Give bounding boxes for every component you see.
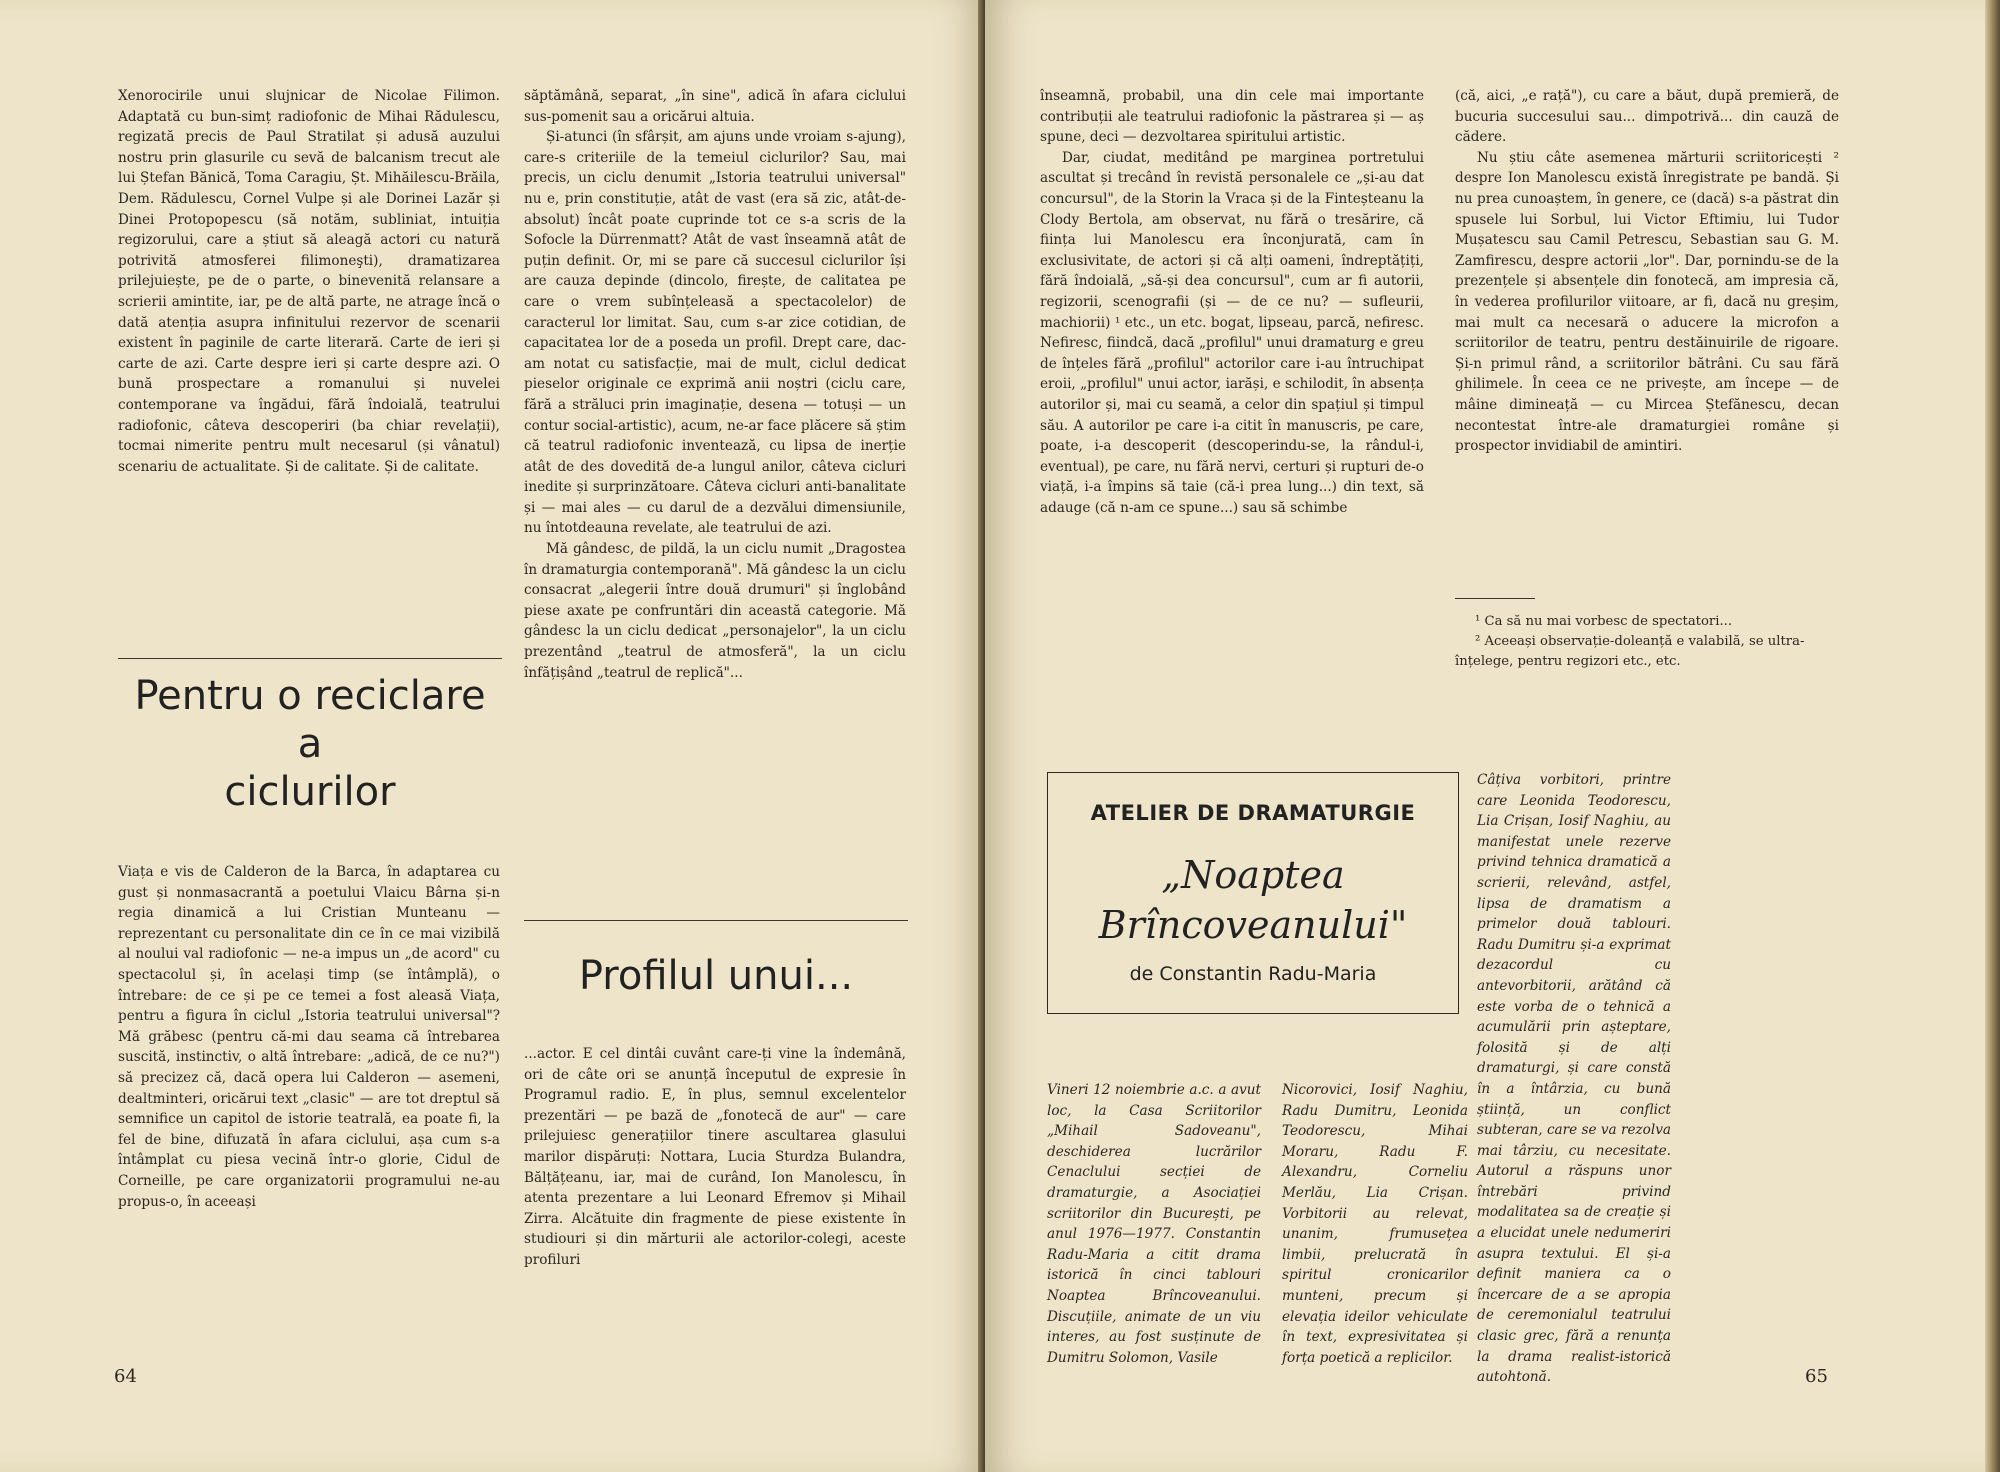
paragraph: Și-atunci (în sfârșit, am ajuns unde vroiam s-ajung), care-s criteriile de la temeiul ciclurilor? Sau, mai precis, un ciclu denumit „Istoria teatrului universal" nu e, prin constituție, atât de vast (era să zic, atât-de-absolut) încât poate cuprinde tot ce s-a scris de la Sofocle la Dürrenmatt? Atât de vast înseamnă atât de puțin definit. Or, mi se pare că succesul ciclurilor își are cauza depinde (dincolo, firește, de calitatea pe care o vrem subînțeleasă a spectacolelor) de caracterul lor limitat. Sau, cum s-ar zice cotidian, de capacitatea lor de a poseda un profil. Drept care, dac-am notat cu satisfacție, mai de mult, ciclul dedicat pieselor originale ce exprimă anii noștri (ciclu care, fără a străluci prin imaginație, desena — totuși — un contur social-artistic), acum, ne-ar face plăcere să știm că teatrul radiofonic inventează, cu lipsa de inerție atât de des dovedită de-a lungul anilor, câteva cicluri inedite și surprinzătoare. Câteva cicluri anti-banalitate și — mai ales — cu darul de a dezvălui dimensiunile, nu întotdeauna revelate, ale teatrului de azi. [524, 129, 906, 537]
left-col2-bottom [524, 1044, 906, 1271]
section-divider [524, 920, 908, 921]
footnotes [1455, 612, 1839, 672]
right-col2 [1455, 86, 1839, 457]
paragraph: Nu știu câte asemenea mărturii scriitoricești ² despre Ion Manolescu există înregistrate pe bandă. Și nu prea cunoaștem, în genere, ce (dacă) s-a păstrat din spusele lui Sorbul, lui Victor Eftimiu, lui Tudor Mușatescu sau Camil Petrescu, Sebastian sau G. M. Zamfirescu, despre actorii „lor". Dar, pornindu-se de la prezențele și absențele din fonotecă, am impresia că, în vederea profilurilor viitoare, ar fi, dacă nu greșim, mai mult ca necesară o aducere la microfon a scriitorilor de teatru, pentru destăinuirile de rigoare. Și-n primul rând, a scriitorilor bătrâni. Cu sau fără ghilimele. În ceea ce ne privește, am începe — de mâine dimineață — cu Mircea Ștefănescu, decan necontestat între-ale dramaturgiei române și prospector invidiabil de amintiri. [1455, 149, 1839, 455]
play-author: de Constantin Radu-Maria [1129, 963, 1377, 985]
paragraph: Dar, ciudat, meditând pe marginea portretului ascultat și trecând în revistă personalele ce „și-au dat concursul", de la Storin la Vraca și de la Finteșteanu la Clody Bertola, am observat, nu fără o tresărire, că ființa lui Manolescu era înconjurată, cam în exclusivitate, de actori și că alți oameni, îndreptățiți, fără îndoială, „să-și dea concursul", cum ar fi autorii, regizorii, scenografii (și — de ce nu? — sufleurii, machiorii) ¹ etc., un etc. bogat, lipseau, parcă, nefiresc. Nefiresc, fiindcă, dacă „profilul" unui dramaturg e greu de înțeles fără „profilul" actorilor care i-au întruchipat eroii, „profilul" unui actor, iarăși, e schilodit, în absența autorilor și, mai cu seamă, a celor din spațiul și timpul său. A autorilor pe care i-a citit în manuscris, pe care, poate, i-a descoperit (descoperindu-se, la rândul-i, eventual), pe care, nu fără nervi, certuri și rupturi de-o viață, i-a împins să taie (că-i prea lung...) din text, să adauge (că n-am ce spune...) sau să schimbe [1040, 149, 1424, 516]
section-heading-reciclare [118, 672, 502, 816]
page-number: 65 [1805, 1366, 1828, 1387]
book-edge [1985, 0, 2000, 1472]
paragraph: ...actor. E cel dintâi cuvânt care-ți vine la îndemână, ori de câte ori se anunță începutul de expresie în Programul radio. E, în plus, semnul excelentelor prezentări — pe bază de „fonotecă de aur" — care prilejuiesc generațiilor tinere ascultarea glasului marilor dispăruți: Nottara, Lucia Sturdza Bulandra, Bălțățeanu, iar, mai de curând, Ion Manolescu, în atenta prezentare a lui Leonard Efremov și Mihail Zirra. Alcătuite din fragmente de piese existente în studiouri și din mărturii ale actorilor-colegi, aceste profiluri [524, 1046, 906, 1268]
footnote: ² Aceeași observație-doleanță e valabilă, se ultra-înțelege, pentru regizori etc., etc. [1455, 634, 1805, 669]
paragraph: Xenorocirile unui slujnicar de Nicolae Filimon. Adaptată cu bun-simț radiofonic de Mihai Rădulescu, regizată precis de Paul Stratilat și adusă auzului nostru prin glasurile cu sevă de balcanism trecut ale lui Ștefan Bănică, Toma Caragiu, Șt. Mihăilescu-Brăila, Dem. Rădulescu, Cornel Vulpe și ale Dorinei Lazăr și Dinei Protopopescu (să notăm, subliniat, intuiția regizorului, care a știut să aleagă actori cu natură potrivită atmosferei filimoneşti), dramatizarea prilejuiește, pe de o parte, o binevenită relansare a scrierii amintite, iar, pe de altă parte, ne atrage încă o dată atenția asupra infinitului rezervor de scenarii existent în paginile de carte literară. Carte de ieri și carte de azi. Carte despre ieri și carte despre azi. O bună prospectare a romanului și nuvelei contemporane va îngădui, fără îndoială, teatrului radiofonic, câteva descoperiri (ba chiar revelații), tocmai nimerite pentru mult necesarul (și vânatul) scenariu de actualitate. Și de calitate. Și de calitate. [118, 88, 500, 475]
play-title-line1: „Noaptea [1161, 853, 1345, 897]
right-col1 [1040, 86, 1424, 518]
paragraph: Mă gândesc, de pildă, la un ciclu numit „Dragostea în dramaturgia contemporană". Mă gândesc la un ciclu consacrat „alegerii între două drumuri" și înglobând piese axate pe confruntări din această categorie. Mă gândesc la un ciclu dedicat „personajelor", la un ciclu prezentând „teatrul de atmosferă", la un ciclu înfățișând „teatrul de replică"... [524, 541, 906, 681]
box-text-col2: Nicorovici, Iosif Naghiu, Radu Dumitru, Leonida Teodorescu, Mihai Moraru, Radu F. Alexandru, Corneliu Merlău, Lia Crișan. Vorbitorii au relevat, unanim, frumusețea limbii, prelucrată în spiritul cronicarilor munteni, precum și elevația ideilor vehiculate în text, expresivitatea și forța poetică a replicilor. [1282, 1082, 1468, 1366]
heading-line: a [297, 721, 323, 767]
left-col2-top [524, 86, 906, 683]
left-page [0, 0, 985, 1472]
section-heading-profilul [524, 952, 908, 1000]
atelier-label: ATELIER DE DRAMATURGIE [1090, 801, 1416, 825]
section-divider [118, 658, 502, 659]
play-title-line2: Brîncoveanului" [1098, 903, 1408, 947]
box-text-col1: Vineri 12 noiembrie a.c. a avut loc, la Casa Scriitorilor „Mihail Sadoveanu", deschiderea lucrărilor Cenaclului secției de dramaturgie, a Asociației scriitorilor din București, pe anul 1976—1977. Constantin Radu-Maria a citit drama istorică în cinci tablouri Noaptea Brîncoveanului. Discuțiile, animate de un viu interes, au fost susținute de Dumitru Solomon, Vasile [1047, 1082, 1261, 1366]
page-number: 64 [114, 1366, 137, 1387]
left-col1-top [118, 86, 500, 477]
paragraph: înseamnă, probabil, una din cele mai importante contribuții ale teatrului radiofonic la păstrarea și — aș spune, deci — dezvoltarea spiritului artistic. [1040, 88, 1424, 146]
heading-line: ciclurilor [224, 769, 396, 815]
box-text-col3: Câțiva vorbitori, printre care Leonida Teodorescu, Lia Crișan, Iosif Naghiu, au manifestat unele rezerve privind tehnica dramatică a scrierii, relevând, astfel, lipsa de dramatism a primelor două tablouri. Radu Dumitru și-a exprimat dezacordul cu antevorbitorii, arătând că este vorba de o tehnică a acumulării prin așteptare, folosită și de alți dramaturgi, și care constă în a întârzia, cu bună știință, un conflict subteran, care se va rezolva mai târziu, cu necesitate. Autorul a răspuns unor întrebări privind modalitatea sa de creație și a elucidat unele nedumeriri asupra textului. El și-a definit maniera ca o încercare de a se apropia de ceremonialul teatrului clasic grec, fără a renunța la drama realist-istorică autohtonă. [1477, 772, 1671, 1386]
atelier-box [1047, 772, 1459, 1014]
right-page [985, 0, 1985, 1472]
paragraph: săptămână, separat, „în sine", adică în afara ciclului sus-pomenit sau a oricărui altuia. [524, 88, 906, 125]
footnote: ¹ Ca să nu mai vorbesc de spectatori... [1475, 614, 1733, 629]
paragraph: (că, aici, „e rață"), cu care a băut, după premieră, de bucuria succesului sau... dimpotrivă... din cauză de cădere. [1455, 88, 1839, 146]
footnote-divider [1455, 598, 1535, 599]
heading-line: Profilul unui... [578, 953, 854, 999]
heading-line: Pentru o reciclare [134, 673, 486, 719]
left-col1-bottom [118, 862, 500, 1212]
paragraph: Viața e vis de Calderon de la Barca, în adaptarea cu gust și nonmasacrantă a poetului Vlaicu Bârna și-n regia dinamică a lui Cristian Munteanu — reprezentant cu personalitate din ce în ce mai vizibilă al noului val radiofonic — ne-a impus un „de acord" cu spectacolul și, în același timp (se întâmplă), o întrebare: de ce și pe ce temei a fost aleasă Viața, pentru a figura în ciclul „Istoria teatrului universal"? Mă grăbesc (pentru că-mi dau seama că întrebarea suscită, instinctiv, o altă întrebare: „adică, de ce nu?") să precizez că, dacă opera lui Calderon — asemeni, dealtminteri, oricărui text „clasic" — are tot dreptul să semnifice un capitol de istorie teatrală, ea poate fi, la fel de bine, difuzată în afara ciclului, așa cum s-a întâmplat cu piesa vecină într-o glorie, Cidul de Corneille, pe care organizatorii programului ne-au propus-o, în aceeași [118, 864, 500, 1210]
